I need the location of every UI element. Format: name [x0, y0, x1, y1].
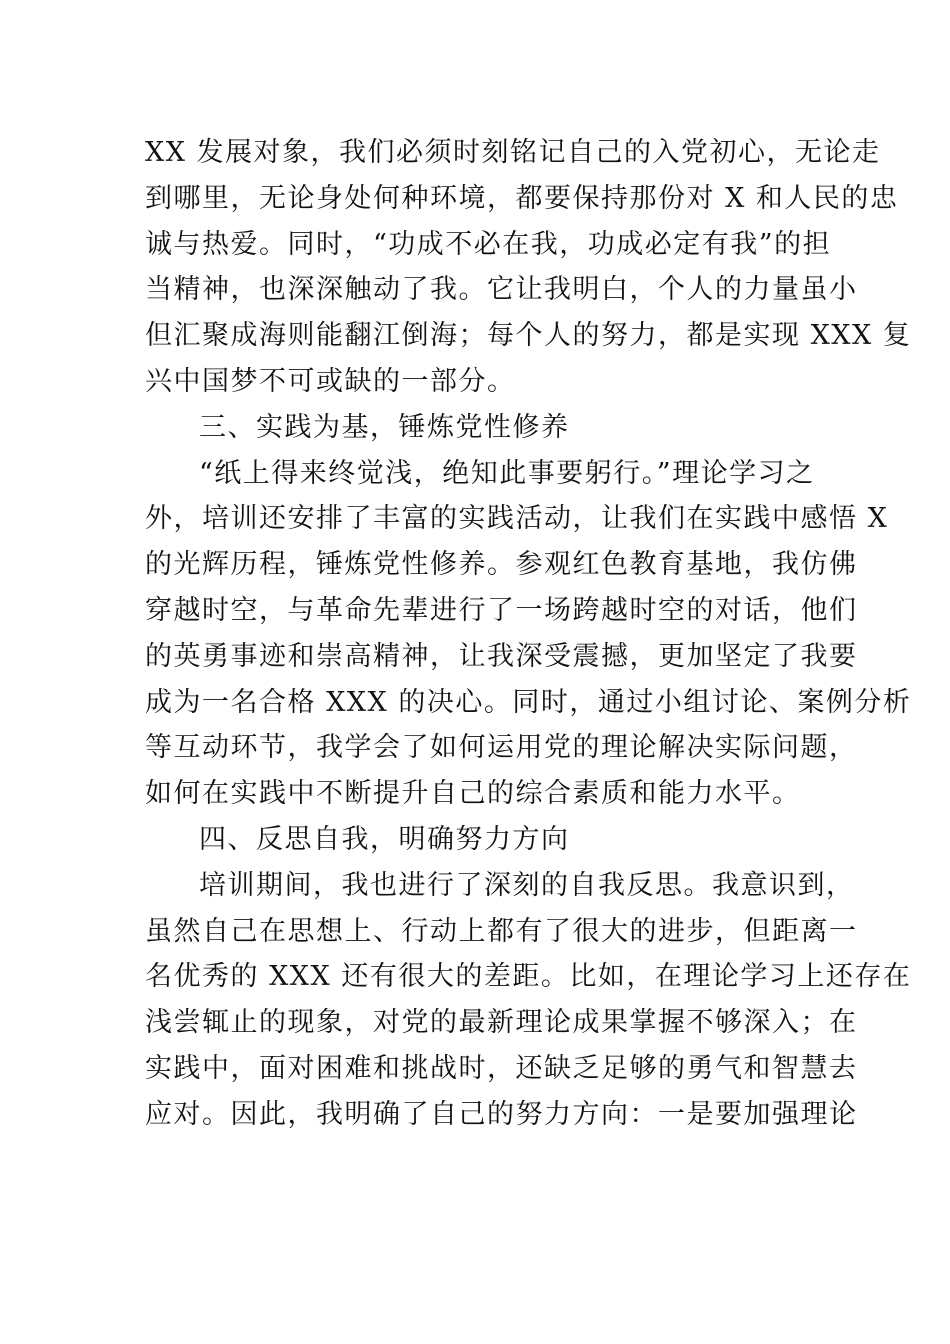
paragraph-line: 兴中国梦不可或缺的一部分。: [145, 365, 516, 397]
paragraph-line: 实践中，面对困难和挑战时，还缺乏足够的勇气和智慧去: [145, 1052, 858, 1084]
section-heading-4: 四、反思自我，明确努力方向: [199, 823, 570, 855]
paragraph-line: 浅尝辄止的现象，对党的最新理论成果掌握不够深入；在: [145, 1007, 858, 1039]
paragraph-line: 应对。因此，我明确了自己的努力方向：一是要加强理论: [145, 1098, 858, 1130]
paragraph-line: 但汇聚成海则能翻江倒海；每个人的努力，都是实现 XXX 复: [145, 320, 912, 352]
paragraph-line: 虽然自己在思想上、行动上都有了很大的进步，但距离一: [145, 915, 858, 947]
paragraph-line: 名优秀的 XXX 还有很大的差距。比如，在理论学习上还存在: [145, 961, 912, 993]
paragraph-line: 的英勇事迹和崇高精神，让我深受震撼，更加坚定了我要: [145, 640, 858, 672]
paragraph-line: 培训期间，我也进行了深刻的自我反思。我意识到，: [199, 869, 855, 901]
section-heading-3: 三、实践为基，锤炼党性修养: [199, 411, 570, 443]
paragraph-line: 外，培训还安排了丰富的实践活动，让我们在实践中感悟 X: [145, 503, 889, 535]
paragraph-line: XX 发展对象，我们必须时刻铭记自己的入党初心，无论走: [145, 137, 881, 168]
paragraph-line: 诚与热爱。同时，“功成不必在我，功成必定有我”的担: [145, 228, 832, 260]
paragraph-line: 到哪里，无论身处何种环境，都要保持那份对 X 和人民的忠: [145, 182, 899, 214]
paragraph-line: 如何在实践中不断提升自己的综合素质和能力水平。: [145, 778, 801, 810]
paragraph-line: “纸上得来终觉浅，绝知此事要躬行。”理论学习之: [199, 457, 815, 489]
paragraph-line: 成为一名合格 XXX 的决心。同时，通过小组讨论、案例分析: [145, 686, 912, 718]
paragraph-line: 穿越时空，与革命先辈进行了一场跨越时空的对话，他们: [145, 594, 858, 626]
paragraph-line: 等互动环节，我学会了如何运用党的理论解决实际问题，: [145, 732, 858, 764]
document-body: [145, 130, 912, 1138]
paragraph-line: 的光辉历程，锤炼党性修养。参观红色教育基地，我仿佛: [145, 549, 858, 581]
paragraph-line: 当精神，也深深触动了我。它让我明白，个人的力量虽小: [145, 274, 858, 306]
